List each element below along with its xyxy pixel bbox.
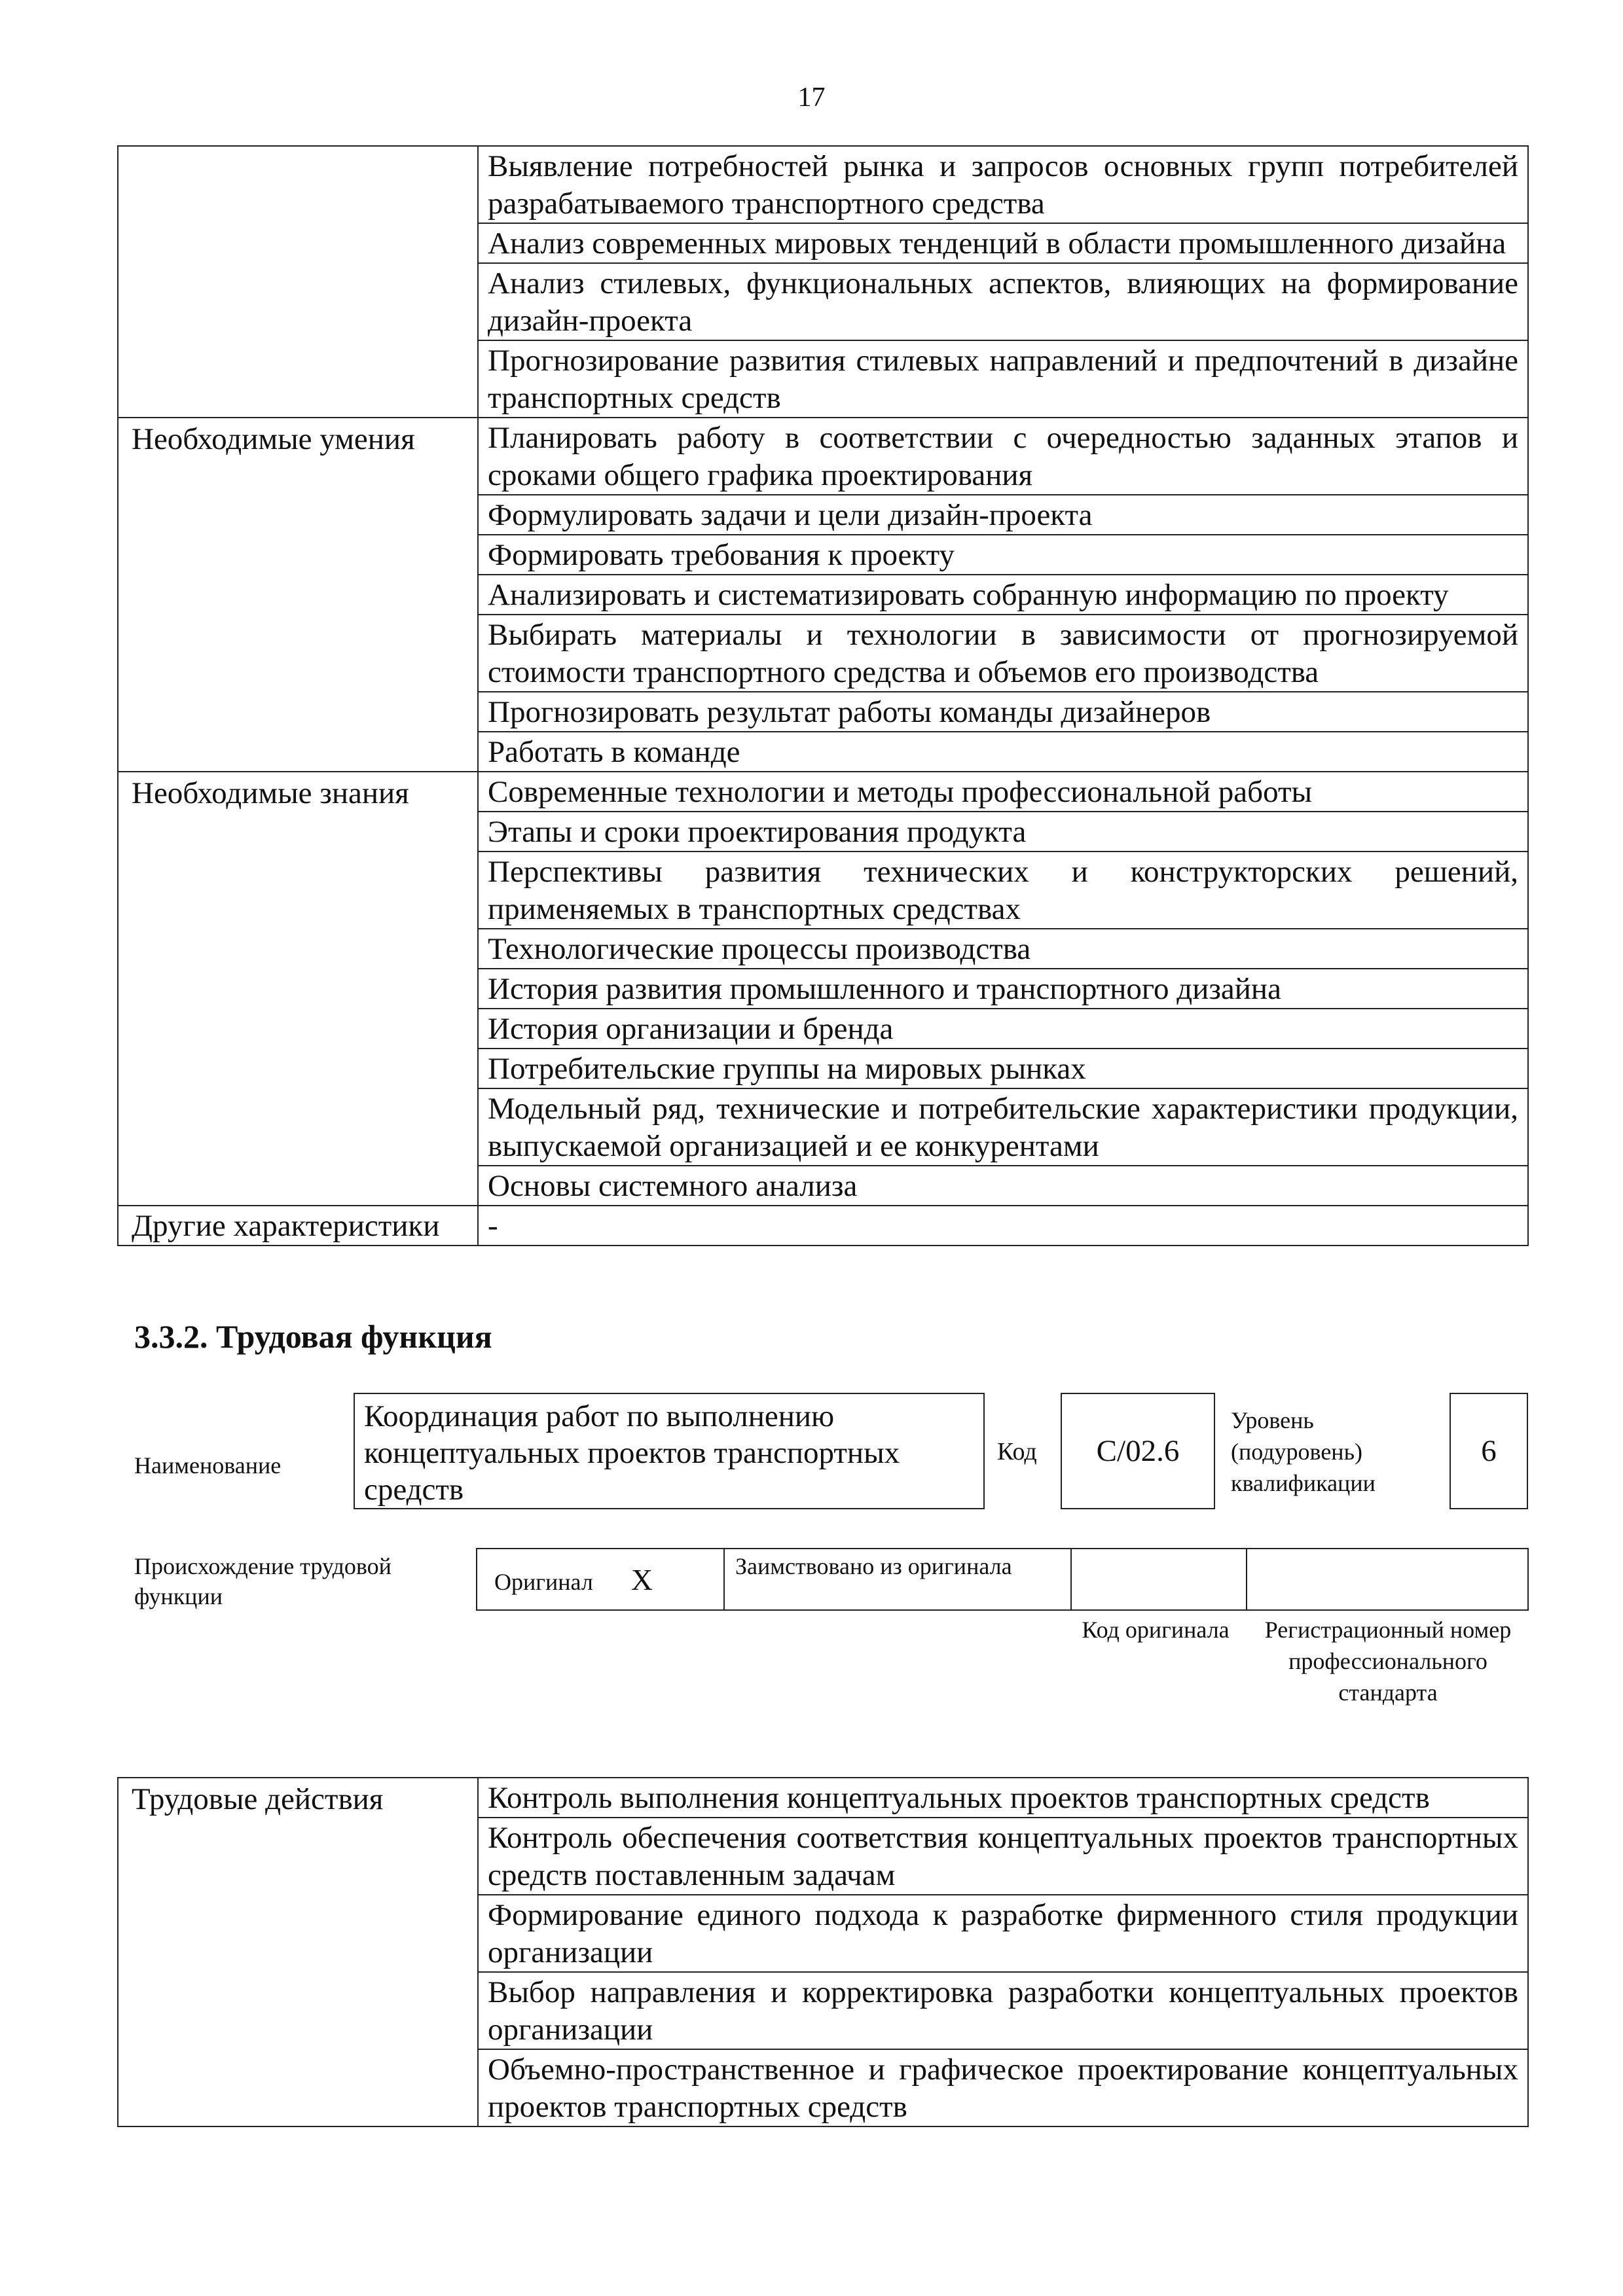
row-item-text: Выявление потребностей рынка и запросов основных групп потребителей разрабатываемого транспортного средства	[478, 146, 1528, 223]
row-item-text: Планировать работу в соответствии с очередностью заданных этапов и сроками общего графика проектирования	[478, 418, 1528, 495]
row-item-text: Потребительские группы на мировых рынках	[478, 1049, 1528, 1088]
row-item-text: История организации и бренда	[478, 1009, 1528, 1049]
origin-original-cell	[477, 1549, 724, 1610]
row-item-text: Этапы и сроки проектирования продукта	[478, 812, 1528, 852]
row-item-text: Модельный ряд, технические и потребительские характеристики продукции, выпускаемой организацией и ее конкурентами	[478, 1088, 1528, 1166]
row-item-text: Анализ современных мировых тенденций в области промышленного дизайна	[478, 223, 1528, 263]
labor-action-row	[118, 1778, 1528, 1818]
requirements-table	[117, 145, 1529, 1246]
section-heading: 3.3.2. Трудовая функция	[134, 1318, 492, 1355]
row-item-text: Современные технологии и методы профессиональной работы	[478, 772, 1528, 812]
row-group-label	[118, 146, 478, 418]
row-item-text: Контроль обеспечения соответствия концептуальных проектов транспортных средств поставленным задачам	[478, 1818, 1528, 1895]
row-item-text: Контроль выполнения концептуальных проектов транспортных средств	[478, 1778, 1528, 1818]
origin-borrowed-cell: Заимствовано из оригинала	[724, 1549, 1071, 1610]
page-number: 17	[797, 82, 826, 113]
origin-code-cell	[1071, 1549, 1247, 1610]
requirement-row	[118, 146, 1528, 223]
other-characteristics-row	[118, 1206, 1528, 1246]
other-characteristics-value: -	[478, 1206, 1528, 1246]
caption-registration-number: Регистрационный номер профессионального стандарта	[1264, 1617, 1512, 1706]
row-item-text: Формировать требования к проекту	[478, 535, 1528, 575]
origin-mark: X	[630, 1562, 653, 1596]
row-item-text: История развития промышленного и транспортного дизайна	[478, 969, 1528, 1009]
row-item-text: Объемно-пространственное и графическое проектирование концептуальных проектов транспортных средств	[478, 2049, 1528, 2126]
row-item-text: Технологические процессы производства	[478, 929, 1528, 969]
row-group-label: Необходимые умения	[118, 418, 478, 772]
qualification-level-box: 6	[1450, 1393, 1528, 1509]
code-label: Код	[997, 1438, 1037, 1465]
code-value-box: C/02.6	[1061, 1393, 1215, 1509]
row-item-text: Перспективы развития технических и конструкторских решений, применяемых в транспортных средствах	[478, 852, 1528, 929]
row-group-label: Необходимые знания	[118, 772, 478, 1206]
row-item-text: Основы системного анализа	[478, 1166, 1528, 1206]
row-item-text: Прогнозировать результат работы команды дизайнеров	[478, 692, 1528, 732]
row-item-text: Анализ стилевых, функциональных аспектов, влияющих на формирование дизайн-проекта	[478, 263, 1528, 340]
caption-original-code: Код оригинала	[1082, 1617, 1230, 1643]
row-item-text: Анализировать и систематизировать собранную информацию по проекту	[478, 575, 1528, 615]
row-item-text: Прогнозирование развития стилевых направлений и предпочтений в дизайне транспортных средств	[478, 340, 1528, 418]
function-name-box: Координация работ по выполнению концептуальных проектов транспортных средств	[354, 1393, 985, 1509]
origin-reg-number-cell	[1247, 1549, 1528, 1610]
other-characteristics-label: Другие характеристики	[118, 1206, 478, 1246]
origin-label: Происхождение трудовой функции	[134, 1553, 392, 1609]
row-item-text: Выбор направления и корректировка разработки концептуальных проектов организации	[478, 1972, 1528, 2049]
row-group-label: Трудовые действия	[118, 1778, 478, 2126]
row-item-text: Выбирать материалы и технологии в зависимости от прогнозируемой стоимости транспортного средства и объемов его производства	[478, 615, 1528, 692]
name-label: Наименование	[134, 1452, 282, 1479]
knowledge-row	[118, 772, 1528, 812]
qualification-level-label: Уровень (подуровень) квалификации	[1231, 1407, 1376, 1496]
row-item-text: Формирование единого подхода к разработке фирменного стиля продукции организации	[478, 1895, 1528, 1972]
row-item-text: Формулировать задачи и цели дизайн-проекта	[478, 495, 1528, 535]
labor-actions-table	[117, 1777, 1529, 2127]
skill-row	[118, 418, 1528, 495]
row-item-text: Работать в команде	[478, 732, 1528, 772]
origin-original-text: Оригинал	[494, 1568, 593, 1595]
origin-table	[476, 1548, 1529, 1611]
